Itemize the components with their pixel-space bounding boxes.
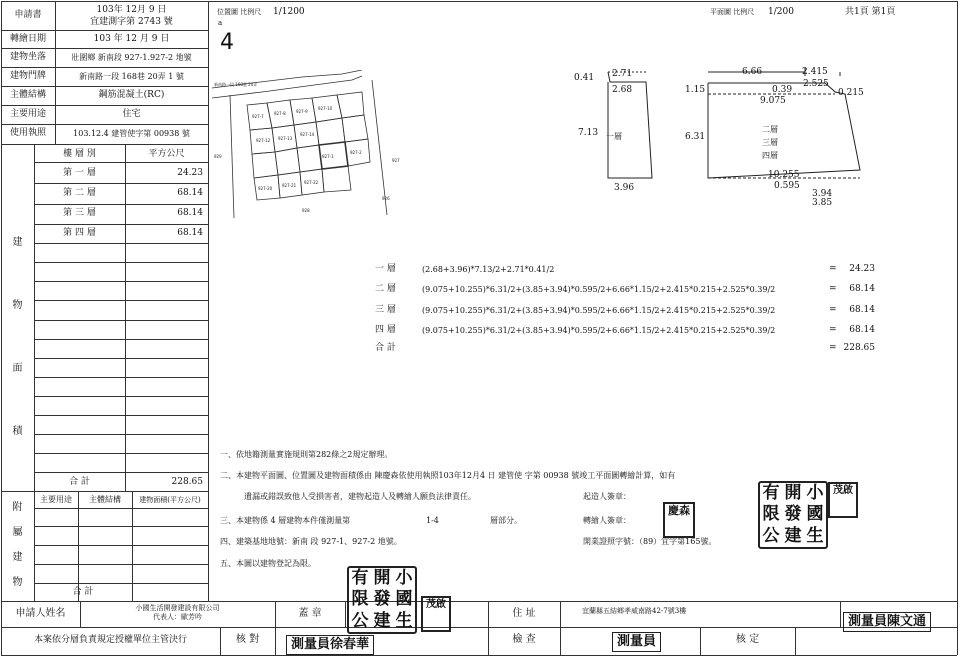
svg-text:926: 926 [382,196,390,201]
svg-text:927-7: 927-7 [252,114,264,119]
f2-label: 二層 [762,125,778,134]
border-footer-top [1,601,957,602]
f3-label: 三層 [762,138,778,147]
f2-dim-k: 3.94 [812,189,833,199]
f2-dim-i: 10.255 [768,170,800,180]
svg-text:927-14: 927-14 [300,132,315,137]
note-5: 五、本圖以建物登記為限。 [220,559,316,568]
svg-text:927: 927 [392,158,400,163]
svg-text:927-2: 927-2 [350,150,362,155]
side-label-mian: 面 [12,363,23,374]
label-address: 建物門牌 [9,71,46,81]
building-location: 壯圍鄉 新南段 927-1.927-2 地號 [71,53,192,62]
application-number: 宜建測字第 2743 號 [90,17,173,27]
north-arrow-icon: 4 [220,30,234,55]
structure-value: 鋼筋混凝土(RC) [98,90,165,100]
svg-text:927-21: 927-21 [282,183,297,188]
note-2: 二、本建物平面圖、位置圖及建物面積係由 陳慶森依使用執照103年12月4 日 建管使 字第 00938 號竣工平面圖轉繪計算，如有 [220,471,676,480]
attach-header-usage: 主要用途 [40,495,72,504]
calc-result-2: 68.14 [849,284,875,294]
f2-dim-h: 6.31 [685,132,706,142]
area-value-2: 68.14 [177,188,203,198]
attach-label-fu: 附 [12,502,23,513]
calc-result-3: 68.14 [849,305,875,315]
address-value: 宜蘭縣五結鄉孝威南路42-7號3樓 [582,607,687,615]
f1-dim-b: 2.71 [612,69,633,79]
floor-plan-title: 平面圖 比例尺 [710,8,755,16]
f1-dim-c: 2.68 [612,85,633,95]
location-map-title: 位置圖 比例尺 [217,8,262,16]
transcriber-seal: 慶森 [663,502,695,538]
note-3b: 1-4 [426,516,439,525]
area-total-value: 228.65 [171,477,203,487]
calc-total-label: 合 計 [375,343,396,353]
calc-eq-1: = [829,264,837,274]
label-license: 使用執照 [9,128,46,138]
cadastral-map-sketch [212,70,412,220]
side-label-wu: 物 [12,300,23,311]
page-info: 共1頁 第1頁 [845,7,896,17]
svg-text:927-8: 927-8 [274,111,286,116]
usage-value: 住宅 [122,109,141,119]
svg-text:927-22: 927-22 [304,180,319,185]
company-seal-upper: 有 開 小 限 發 國 公 建 生 [758,481,828,549]
calc-floor-2: 二 層 [375,284,396,294]
f1-dim-a: 0.41 [574,73,595,83]
note-4b: 開業證照字號：（89）宜字第165號。 [583,537,717,546]
f2-dim-c: 1.15 [685,85,706,95]
calc-eq-2: = [829,284,837,294]
transcribe-date: 103 年 12 月 9 日 [93,34,170,44]
calc-formula-1: (2.68+3.96)*7.13/2+2.71*0.41/2 [422,265,555,274]
svg-text:927-1: 927-1 [322,154,334,159]
calc-eq-3: = [829,305,837,315]
attach-header-structure: 主體結構 [89,495,121,504]
area-floor-3: 第 三 層 [63,208,96,218]
area-total-label: 合 計 [69,477,90,487]
f2-dim-l: 3.85 [812,198,833,208]
f2-dim-e: 2.525 [803,79,829,89]
area-floor-1: 第 一 層 [63,168,96,178]
seal-label: 蓋 章 [298,608,322,619]
svg-text:927-12: 927-12 [256,138,271,143]
label-usage: 主要用途 [9,109,46,119]
note-3c: 層部分。 [490,516,522,525]
note-2b: 遺漏或錯誤致他人受損害者，建物起造人及轉繪人願負法律責任。 [244,492,476,501]
calc-eq-4: = [829,325,837,335]
applicant-label: 申請人姓名 [15,608,66,619]
svg-text:927-20: 927-20 [258,186,273,191]
surveyor-signature-3: 測量員陳文通 [843,612,931,632]
svg-text:929: 929 [214,154,222,159]
side-label-ji: 積 [12,426,23,437]
note-4: 四、建築基地地號：新南 段 927-1、927-2 地號。 [220,537,402,546]
area-value-4: 68.14 [177,228,203,238]
note-2c: 起造人簽章： [583,492,631,501]
license-value: 103.12.4 建管使字第 00938 號 [73,129,190,138]
area-value-1: 24.23 [177,168,203,178]
svg-text:927-10: 927-10 [318,106,333,111]
area-floor-2: 第 二 層 [63,188,96,198]
company-seal-lower: 有 開 小 限 發 國 公 建 生 [347,566,417,634]
border-top [1,1,957,2]
rep-seal-lower: 茂啟 [421,596,451,632]
attach-header-area: 建物面積(平方公尺) [139,496,201,504]
applicant-name: 小國生活開發建設有限公司 [135,604,220,612]
area-header-floor: 樓 層 別 [63,149,96,159]
attach-label-shu: 屬 [12,527,23,538]
calc-result-4: 68.14 [849,325,875,335]
attach-total-label: 合 計 [72,587,94,597]
f1-dim-e: 3.96 [614,183,635,193]
f2-dim-j: 0.595 [774,181,800,191]
f4-label: 四層 [762,151,778,160]
inspect-label: 檢 查 [512,634,536,645]
f2-dim-a: 6.66 [742,67,763,77]
border-footer-mid [1,627,957,628]
border-bottom [1,655,957,656]
north-marker-icon: a [218,19,223,27]
note-1: 一、依地籍測量實施規則第282條之2規定辦理。 [220,450,393,459]
area-floor-4: 第 四 層 [63,228,96,238]
surveyor-signature-1: 測量員徐春華 [286,635,374,655]
side-label-jian: 建 [12,237,23,248]
floor-plan-scale: 1/200 [768,7,794,17]
calc-floor-1: 一 層 [375,264,396,274]
label-location: 建物坐落 [9,52,46,62]
check-label: 核 對 [235,634,260,645]
left-panel-divider [208,1,209,601]
calc-total-result: 228.65 [843,343,875,353]
svg-text:927-13: 927-13 [278,136,293,141]
note-3: 三、本建物係 4 層建物本件僅測量第 [220,516,351,525]
address-label: 住 址 [512,608,536,619]
attach-label-jian: 建 [12,552,23,563]
location-map-scale: 1/1200 [273,7,305,17]
svg-text:927-9: 927-9 [296,109,308,114]
building-address: 新南路一段 168巷 20弄 1 號 [79,72,184,81]
calc-result-1: 24.23 [849,264,875,274]
authorization-note: 本案依分層負責規定授權單位主管決行 [33,635,187,645]
calc-floor-3: 三 層 [375,305,396,315]
label-application: 申請書 [14,10,42,20]
f2-dim-f: 0.215 [838,88,864,98]
area-value-3: 68.14 [177,208,203,218]
svg-text:928: 928 [302,208,310,213]
calc-floor-4: 四 層 [375,325,396,335]
calc-formula-2: (9.075+10.255)*6.31/2+(3.85+3.94)*0.595/2+6.66*1.15/2+2.415*0.215+2.525*0.39/2 [422,285,776,294]
label-transcribe-date: 轉繪日期 [9,34,46,44]
area-header-sqm: 平方公尺 [148,149,185,159]
f1-dim-d: 7.13 [578,128,599,138]
label-structure: 主體結構 [9,90,46,100]
rep-seal-upper: 茂啟 [828,482,858,518]
note-3d: 轉繪人簽章： [583,516,631,525]
calc-formula-4: (9.075+10.255)*6.31/2+(3.85+3.94)*0.595/2+6.66*1.15/2+2.415*0.215+2.525*0.39/2 [422,326,776,335]
floor-plan-drawing [590,60,930,210]
application-date: 103年 12月 9 日 [96,5,167,15]
calc-formula-3: (9.075+10.255)*6.31/2+(3.85+3.94)*0.595/2+6.66*1.15/2+2.415*0.215+2.525*0.39/2 [422,306,776,315]
f1-label: 一層 [606,132,622,141]
calc-total-eq: = [829,343,837,353]
f2-dim-g: 9.075 [760,96,786,106]
f2-dim-d: 0.39 [772,85,793,95]
svg-text:新南路一段 168巷 20弄: 新南路一段 168巷 20弄 [214,82,258,87]
applicant-rep: 代表人：歐芳吟 [153,613,202,621]
border-right [957,1,958,655]
approve-label: 核 定 [735,634,760,645]
surveyor-signature-2: 測量員 [612,632,661,652]
attach-label-wu: 物 [12,577,23,588]
f2-dim-b: 2.415 [802,67,828,77]
